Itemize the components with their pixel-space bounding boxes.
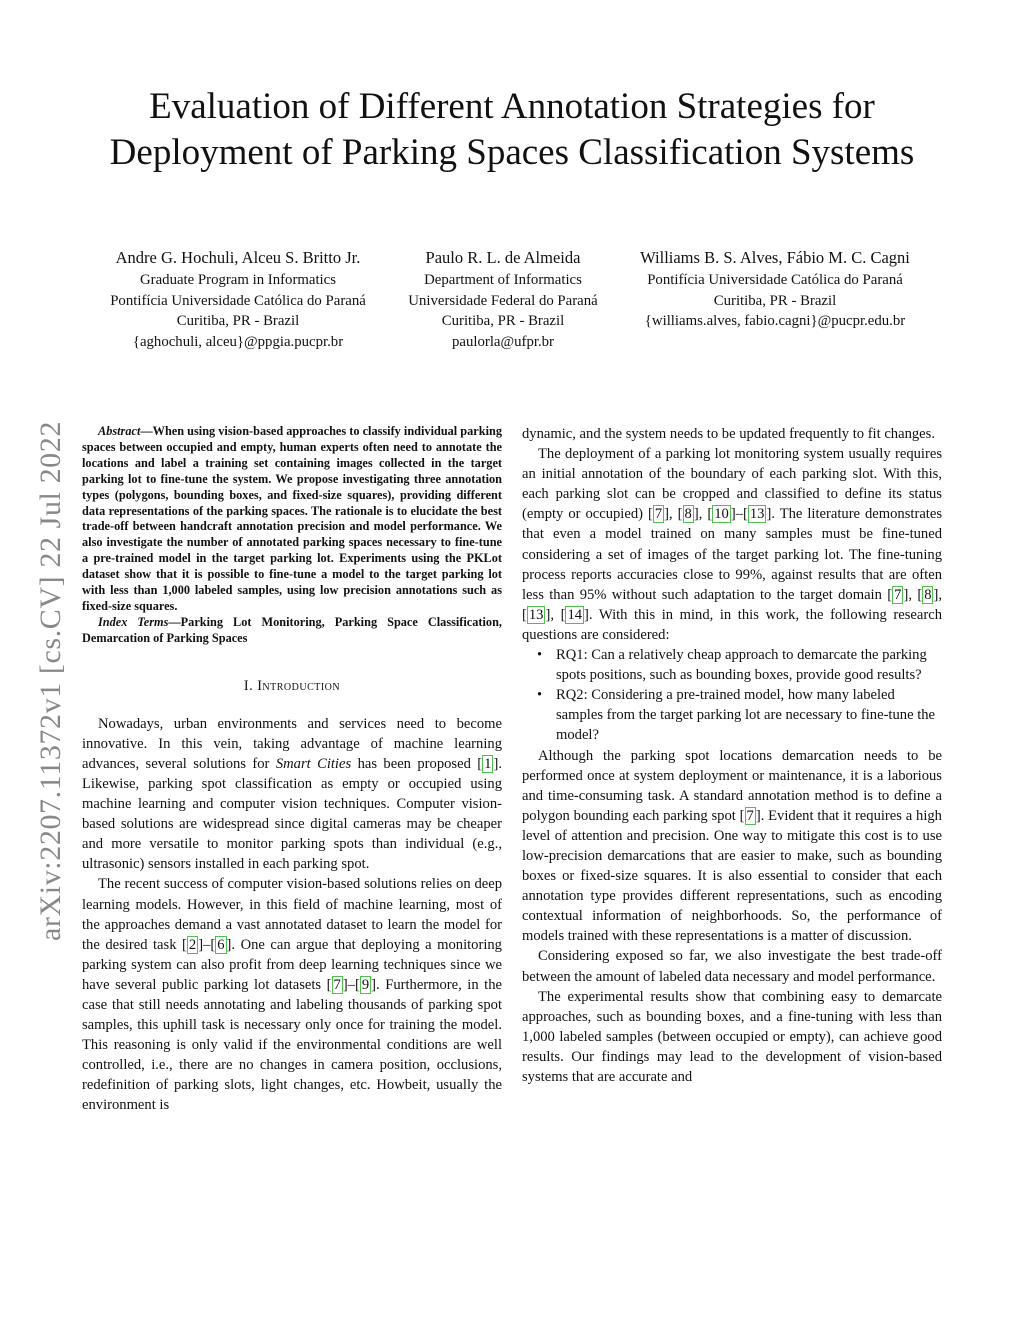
author-names: Williams B. S. Alves, Fábio M. C. Cagni: [640, 248, 910, 267]
left-column: [82, 424, 502, 1116]
range-dash: –: [203, 936, 211, 953]
citation-link[interactable]: 7: [894, 586, 902, 603]
arxiv-stamp: arXiv:2207.11372v1 [cs.CV] 22 Jul 2022: [34, 421, 67, 941]
citation-link[interactable]: 13: [749, 506, 765, 523]
abstract-label: Abstract: [98, 424, 141, 438]
citation-link[interactable]: 14: [567, 606, 583, 623]
paper-title: Evaluation of Different Annotation Strategies for Deployment of Parking Spaces Classification Systems: [109, 86, 915, 173]
section-number: I.: [243, 677, 254, 694]
author-institution: Universidade Federal do Paraná: [408, 292, 598, 309]
author-location: Curitiba, PR - Brazil: [176, 313, 300, 329]
citation-link[interactable]: 9: [361, 976, 370, 993]
index-terms-text: —Parking Lot Monitoring, Parking Space Classification, Demarcation of Parking Spaces: [82, 614, 502, 645]
text-run: The recent success of computer vision-based solutions relies on deep learning models. However, in this field of machine learning, most of the approaches demand a vast annotated dataset to learn the model for the desired task: [82, 876, 502, 953]
citation-link[interactable]: 8: [684, 506, 692, 523]
citation-link[interactable]: 13: [528, 606, 544, 623]
text-run: . Furthermore, in the case that still needs annotating and labeling thousands of parking spot samples, this uphill task is necessary only once for training the model. This reasoning is only valid if the environmental conditions are well controlled, i.e., there are no changes in camera position, occlusions, redefinition of parking slots, light changes, etc. Howbeit, usually the environment is: [82, 976, 503, 1114]
intro-paragraph-2: The recent success of computer vision-based solutions relies on deep learning models. However, in this field of machine learning, most of the approaches demand a vast annotated dataset to learn the model for the desired task [ 2 ]–[ 6 ]. One can argue that deploying a monitoring parking system can also profit from deep learning techniques since we have several public parking lot datasets [ 7 ]–[ 9 ]. Furthermore, in the case that still needs annotating and labeling thousands of parking spot samples, this uphill task is necessary only once for training the model. This reasoning is only valid if the environmental conditions are well controlled, i.e., there are no changes in camera position, occlusions, redefinition of parking slots, light changes, etc. Howbeit, usually the environment is: [82, 876, 503, 1114]
author-institution: Pontifícia Universidade Católica do Paraná: [110, 292, 366, 309]
separator: ,: [908, 586, 918, 603]
tradeoff-paragraph: Considering exposed so far, we also investigate the best trade-off between the amount of labeled data necessary and model performance.: [522, 948, 942, 985]
text-run: Although the parking spot locations demarcation needs to be performed once at system deployment or maintenance, it is a laborious and time-consuming task. A standard annotation method is to define a polygon bounding each parking spot: [522, 747, 942, 824]
author-location: Curitiba, PR - Brazil: [441, 313, 565, 329]
author-names: Paulo R. L. de Almeida: [425, 248, 581, 267]
text-run: . Likewise, parking spot classification as empty or occupied using machine learning and computer vision techniques. Computer vision-based solutions are widespread since digital cameras may be cheaper and more versatile to monitor parking spots than individual (e.g., ultrasonic) sensors installed in each parking spot.: [82, 755, 502, 873]
range-dash: –: [735, 506, 743, 523]
abstract-text: —When using vision-based approaches to classify individual parking spaces between occupied and empty, human experts often need to annotate the locations and label a training set containing images collected in the target parking lot to fine-tune the system. We propose investigating three annotation types (polygons, bounding boxes, and fixed-size squares), providing different data representations of the parking spaces. The rationale is to elucidate the best trade-off between handcraft annotation precision and model performance. We also investigate the number of annotated parking spaces necessary to fine-tune a pre-trained model in the target parking lot. Experiments using the PKLot dataset show that it is possible to fine-tune a model to the target parking lot with less than 1,000 labeled samples, using low precision annotations such as fixed-size squares.: [82, 424, 502, 613]
author-email: {aghochuli, alceu}@ppgia.pucpr.br: [132, 333, 344, 350]
author-department: Graduate Program in Informatics: [140, 272, 336, 288]
citation-link[interactable]: 10: [714, 506, 729, 523]
intro-paragraph-1: Nowadays, urban environments and services need to become innovative. In this vein, taking advantage of machine learning advances, several solutions for Smart Cities has been proposed [ 1 ]. Likewise, parking spot classification as empty or occupied using machine learning and computer vision techniques. Computer vision-based solutions are widespread since digital cameras may be cheaper and more versatile to monitor parking spots than individual (e.g., ultrasonic) sensors installed in each parking spot.: [82, 715, 502, 873]
author-affiliation-2: [393, 246, 613, 352]
separator: ,: [669, 506, 678, 523]
separator: ,: [938, 586, 943, 603]
text-run: . The literature demonstrates that even a model trained on many samples must be fine-tuned considering a set of images of the target parking lot. The fine-tuning process reports accuracies close to 99%, against results that are often less than 95% without such adaptation to the target domain: [522, 506, 943, 603]
author-email: {williams.alves, fabio.cagni}@pucpr.edu.br: [644, 313, 906, 329]
author-location: Curitiba, PR - Brazil: [713, 292, 837, 309]
author-affiliation-3: [612, 246, 938, 332]
text-run: . One can argue that deploying a monitoring parking system can also profit from deep learning techniques since we have several public parking lot datasets: [82, 936, 502, 993]
right-column: [522, 424, 942, 1087]
separator: ,: [698, 506, 708, 523]
range-dash: –: [347, 976, 355, 993]
continued-paragraph: dynamic, and the system needs to be updated frequently to fit changes.: [522, 426, 935, 442]
author-names: Andre G. Hochuli, Alceu S. Britto Jr.: [115, 248, 361, 267]
section-heading: [82, 678, 502, 695]
author-institution: Pontifícia Universidade Católica do Paraná: [647, 272, 903, 288]
text-run: has been proposed: [351, 755, 478, 772]
citation-link[interactable]: 6: [217, 936, 225, 953]
citation-link[interactable]: 2: [188, 936, 197, 953]
research-questions-list: [522, 645, 942, 745]
deployment-paragraph: The deployment of a parking lot monitoring system usually requires an initial annotation of the boundary of each parking slot. With this, each parking slot can be cropped and classified to define its status (empty or occupied) [ 7 ], [ 8 ], [ 10 ]–[ 13 ]. The literature demonstrates that even a model trained on many samples must be fine-tuned considering a set of images of the target parking lot. The fine-tuning process reports accuracies close to 99%, against results that are often less than 95% without such adaptation to the target domain [ 7 ], [ 8 ], [ 13 ], [ 14 ]. With this in mind, in this work, the following research questions are considered:: [522, 446, 943, 643]
annotation-paragraph: Although the parking spot locations demarcation needs to be performed once at system deployment or maintenance, it is a laborious and time-consuming task. A standard annotation method is to define a polygon bounding each parking spot [ 7 ]. Evident that it requires a high level of attention and precision. One way to mitigate this cost is to use low-precision demarcations that are easier to make, such as bounding boxes or fixed-size squares. It is also essential to consider that each annotation type provides different representations, such as encoding contextual information of neighborhoods. So, the performance of models trained with these representations is a matter of discussion.: [522, 747, 942, 945]
index-terms: [82, 615, 502, 647]
index-terms-label: Index Terms: [98, 614, 169, 629]
citation-link[interactable]: 8: [924, 586, 932, 603]
author-department: Department of Informatics: [424, 272, 582, 288]
author-affiliation-1: [82, 246, 394, 352]
results-paragraph: The experimental results show that combining easy to demarcate approaches, such as bounding boxes, and a fine-tuning with less than 1,000 labeled samples (between occupied or empty), can achieve good results. Our findings may lead to the development of vision-based systems that are accurate and: [522, 988, 942, 1085]
citation-link[interactable]: 7: [654, 506, 663, 523]
text-run: . With this in mind, in this work, the following research questions are considered:: [522, 606, 942, 643]
smart-cities-emphasis: Smart Cities: [275, 755, 352, 772]
research-question-1: • RQ1: Can a relatively cheap approach to demarcate the parking spots positions, such as bounding boxes, provide good results?: [556, 645, 942, 685]
research-question-2: • RQ2: Considering a pre-trained model, how many labeled samples from the target parking lot are necessary to fine-tune the model?: [556, 685, 942, 745]
text-run: . Evident that it requires a high level of attention and precision. One way to mitigate this cost is to use low-precision demarcations that are easier to make, such as bounding boxes or fixed-size squares. It is also essential to consider that each annotation type provides different representations, such as encoding contextual information of neighborhoods. So, the performance of models trained with these representations is a matter of discussion.: [522, 807, 942, 945]
citation-link[interactable]: 7: [746, 807, 754, 824]
section-title: Introduction: [257, 677, 341, 694]
separator: ,: [550, 606, 561, 623]
text-run: The deployment of a parking lot monitoring system usually requires an initial annotation of the boundary of each parking slot. With this, each parking slot can be cropped and classified to define its status (empty or occupied): [522, 446, 942, 523]
citation-link[interactable]: 1: [484, 755, 492, 772]
text-run: Nowadays, urban environments and services need to become innovative. In this vein, taking advantage of machine learning advances, several solutions for: [82, 715, 502, 772]
author-email: paulorla@ufpr.br: [452, 333, 554, 350]
abstract: [82, 424, 502, 615]
citation-link[interactable]: 7: [333, 976, 341, 993]
